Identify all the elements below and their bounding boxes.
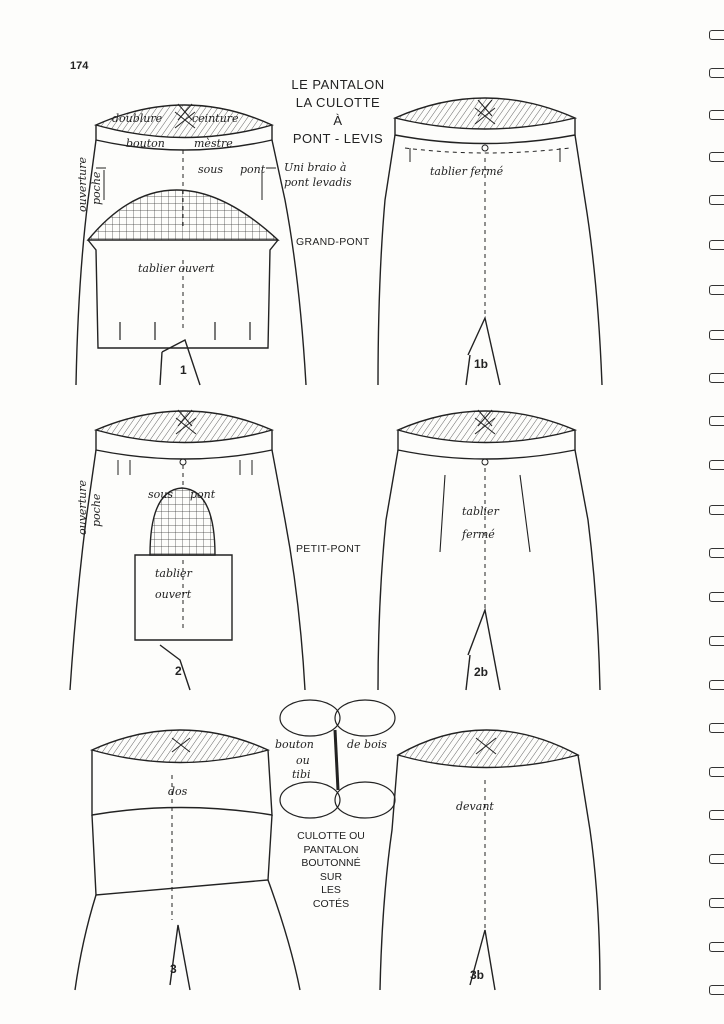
label-doublure: doublure	[112, 112, 163, 125]
section-petit-pont: PETIT-PONT	[296, 543, 361, 555]
figure-number-2b: 2b	[474, 665, 489, 679]
label-tablier-ouvert: tablier ouvert	[138, 262, 215, 275]
label-devant: devant	[456, 800, 494, 813]
page-title	[290, 76, 386, 148]
figure-1-grand-pont-open	[76, 104, 306, 385]
binding-ring	[709, 460, 724, 470]
binding-ring	[709, 810, 724, 820]
binding-ring	[709, 152, 724, 162]
label-pont: pont	[190, 488, 216, 501]
label-tablier: tablier	[462, 505, 499, 518]
label-de-bois: de bois	[347, 738, 387, 751]
label-poche: poche	[90, 171, 103, 205]
label-ouverture: ouverture	[76, 157, 89, 212]
label-mestre: mèstre	[194, 137, 233, 150]
binding-ring	[709, 240, 724, 250]
caption-line-6: COTÉS	[312, 897, 350, 910]
label-ferme: fermé	[462, 528, 495, 541]
toggle-caption	[296, 830, 366, 911]
label-ceinture: ceinture	[192, 112, 239, 125]
figure-3b-devant	[380, 730, 600, 990]
label-tablier: tablier	[155, 567, 192, 580]
title-line-2: LA CULOTTE	[295, 95, 381, 110]
caption-line-2: PANTALON	[303, 843, 359, 856]
binding-ring	[709, 592, 724, 602]
label-sous: sous	[148, 488, 173, 501]
binding-ring	[709, 985, 724, 995]
title-line-4: PONT - LEVIS	[292, 131, 384, 146]
title-line-1: LE PANTALON	[291, 77, 385, 92]
figure-number-3b: 3b	[470, 968, 485, 982]
binding-ring	[709, 68, 724, 78]
label-tibi: tibi	[292, 768, 311, 781]
binding-ring	[709, 373, 724, 383]
caption-line-4: SUR	[319, 870, 343, 883]
binding-ring	[709, 30, 724, 40]
binding-ring	[709, 416, 724, 426]
binding-ring	[709, 942, 724, 952]
page-number: 174	[70, 60, 89, 72]
binding-ring	[709, 110, 724, 120]
binding-ring	[709, 636, 724, 646]
caption-line-3: BOUTONNÉ	[301, 857, 361, 869]
label-dos: dos	[168, 785, 188, 798]
title-line-3: À	[333, 113, 343, 128]
figure-2-petit-pont-open	[70, 410, 305, 690]
binding-ring	[709, 285, 724, 295]
figure-number-1: 1	[180, 363, 187, 377]
binding-ring	[709, 767, 724, 777]
caption-line-1: CULOTTE OU	[297, 830, 365, 842]
binding-ring	[709, 723, 724, 733]
subtitle-line-1: Uni braio à	[284, 161, 347, 174]
figure-number-2: 2	[175, 664, 182, 678]
binding-ring	[709, 898, 724, 908]
figure-number-3: 3	[170, 962, 177, 976]
figure-number-1b: 1b	[474, 357, 489, 371]
figure-2b-petit-pont-closed	[378, 410, 600, 690]
label-ou: ou	[296, 754, 310, 767]
binding-ring	[709, 505, 724, 515]
section-grand-pont: GRAND-PONT	[296, 236, 370, 248]
binding-ring	[709, 195, 724, 205]
label-bouton: bouton	[275, 738, 314, 751]
binding-ring	[709, 854, 724, 864]
label-sous: sous	[198, 163, 223, 176]
binding-ring	[709, 330, 724, 340]
caption-line-5: LES	[321, 884, 341, 896]
label-ouvert: ouvert	[155, 588, 192, 601]
figure-3-dos	[75, 730, 300, 990]
label-poche: poche	[90, 493, 103, 527]
label-ouverture: ouverture	[76, 480, 89, 535]
page-subtitle	[284, 160, 352, 190]
label-bouton: bouton	[126, 137, 165, 150]
binding-ring	[709, 680, 724, 690]
subtitle-line-2: pont levadis	[284, 176, 352, 189]
figure-1b-grand-pont-closed	[378, 98, 602, 385]
binding-ring	[709, 548, 724, 558]
label-tablier-ferme: tablier fermé	[430, 165, 504, 178]
label-pont: pont	[240, 163, 266, 176]
